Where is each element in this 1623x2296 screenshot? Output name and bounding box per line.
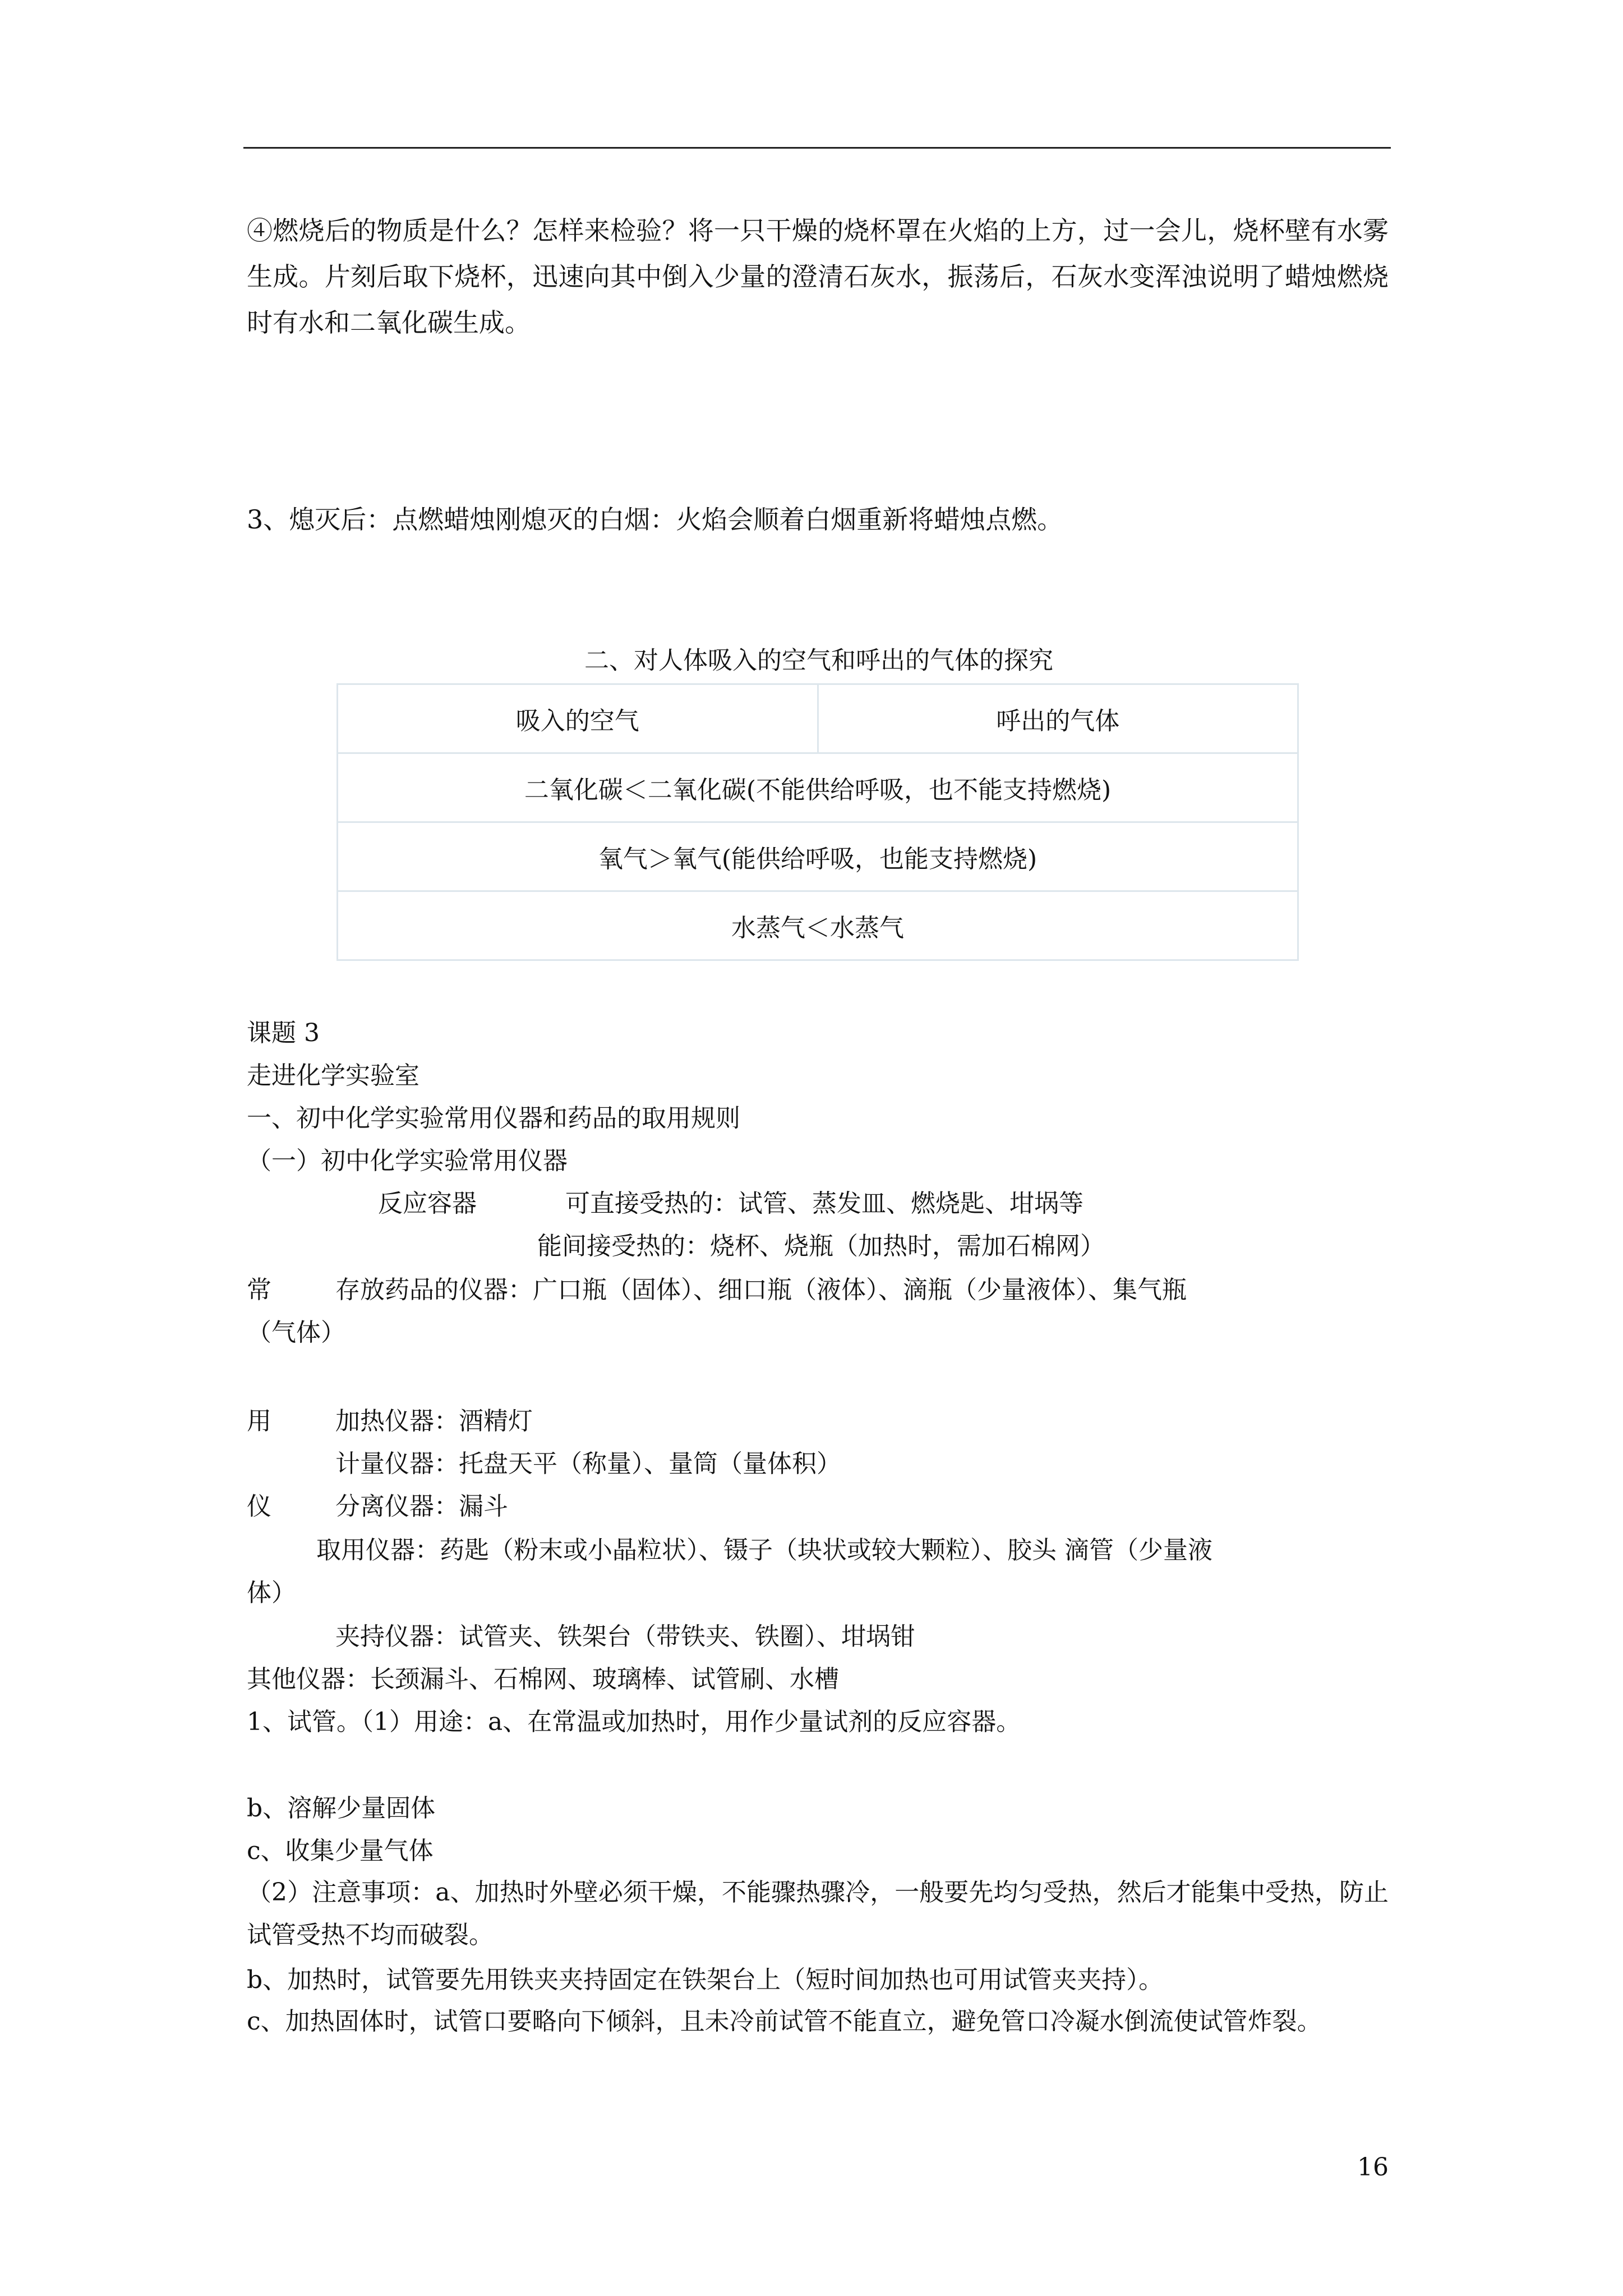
- reaction-direct-heat: 可直接受热的：试管、蒸发皿、燃烧匙、坩埚等: [565, 1189, 1083, 1218]
- air-comparison-table: [336, 683, 1299, 961]
- table-row: [338, 822, 1298, 891]
- paragraph-combustion-products: ④燃烧后的物质是什么？怎样来检验？将一只干燥的烧杯罩在火焰的上方，过一会儿，烧杯壁有水雾生成。片刻后取下烧杯，迅速向其中倒入少量的澄清石灰水，振荡后，石灰水变浑浊说明了蜡烛燃烧时有水和二氧化碳生成。: [247, 215, 1389, 338]
- heating-instruments: 加热仪器：酒精灯: [335, 1407, 533, 1435]
- measuring-instruments: 计量仪器：托盘天平（称量）、量筒（量体积）: [335, 1450, 841, 1478]
- usage-b: b、溶解少量固体: [247, 1794, 436, 1823]
- reaction-container-label: 反应容器: [378, 1189, 477, 1218]
- header-rule: [243, 147, 1391, 149]
- other-instruments: 其他仪器：长颈漏斗、石棉网、玻璃棒、试管刷、水槽: [247, 1665, 839, 1694]
- lesson-title: 走进化学实验室: [247, 1061, 419, 1090]
- storage-instruments-cont: （气体）: [247, 1318, 345, 1347]
- subsection-heading: （一）初中化学实验常用仪器: [247, 1147, 568, 1175]
- section-heading: 一、初中化学实验常用仪器和药品的取用规则: [247, 1104, 740, 1133]
- table-cell-vapor: 水蒸气＜水蒸气: [338, 891, 1298, 960]
- usage-c: c、收集少量气体: [247, 1837, 434, 1865]
- table-caption: 二、对人体吸入的空气和呼出的气体的探究: [584, 646, 1053, 675]
- separating-instruments: 分离仪器：漏斗: [335, 1492, 508, 1521]
- table-row: [338, 753, 1298, 822]
- paragraph-extinguish: 3、熄灭后：点燃蜡烛刚熄灭的白烟：火焰会顺着白烟重新将蜡烛点燃。: [247, 504, 1063, 535]
- table-row: [338, 891, 1298, 960]
- table-cell-o2: 氧气＞氧气(能供给呼吸，也能支持燃烧): [338, 822, 1298, 891]
- taking-instruments-cont: 体）: [247, 1579, 296, 1607]
- table-header-inhaled: 吸入的空气: [338, 684, 818, 753]
- side-label-yi: 仪: [247, 1492, 271, 1521]
- page-number: 16: [1357, 2153, 1389, 2182]
- side-label-yong: 用: [247, 1407, 271, 1435]
- table-header-exhaled: 呼出的气体: [818, 684, 1298, 753]
- table-header-row: [338, 684, 1298, 753]
- clamping-instruments: 夹持仪器：试管夹、铁架台（带铁夹、铁圈）、坩埚钳: [335, 1622, 915, 1651]
- side-label-chang: 常: [247, 1276, 271, 1304]
- table-cell-co2: 二氧化碳＜二氧化碳(不能供给呼吸，也不能支持燃烧): [338, 753, 1298, 822]
- reaction-indirect-heat: 能间接受热的：烧杯、烧瓶（加热时，需加石棉网）: [537, 1232, 1105, 1260]
- test-tube-usage: 1、试管。（1）用途：a、在常温或加热时，用作少量试剂的反应容器。: [247, 1708, 1021, 1736]
- note-c: c、加热固体时，试管口要略向下倾斜，且未冷前试管不能直立，避免管口冷凝水倒流使试管炸裂。: [247, 2007, 1322, 2036]
- note-b: b、加热时，试管要先用铁夹夹持固定在铁架台上（短时间加热也可用试管夹夹持）。: [247, 1966, 1164, 1994]
- storage-instruments: 存放药品的仪器：广口瓶（固体）、细口瓶（液体）、滴瓶（少量液体）、集气瓶: [335, 1276, 1187, 1304]
- note-a: （2）注意事项：a、加热时外壁必须干燥，不能骤热骤冷，一般要先均匀受热，然后才能集中受热，防止试管受热不均而破裂。: [247, 1878, 1389, 1949]
- taking-instruments: 取用仪器：药匙（粉末或小晶粒状）、镊子（块状或较大颗粒）、胶头 滴管（少量液: [316, 1536, 1212, 1565]
- lesson-number: 课题 3: [247, 1019, 320, 1047]
